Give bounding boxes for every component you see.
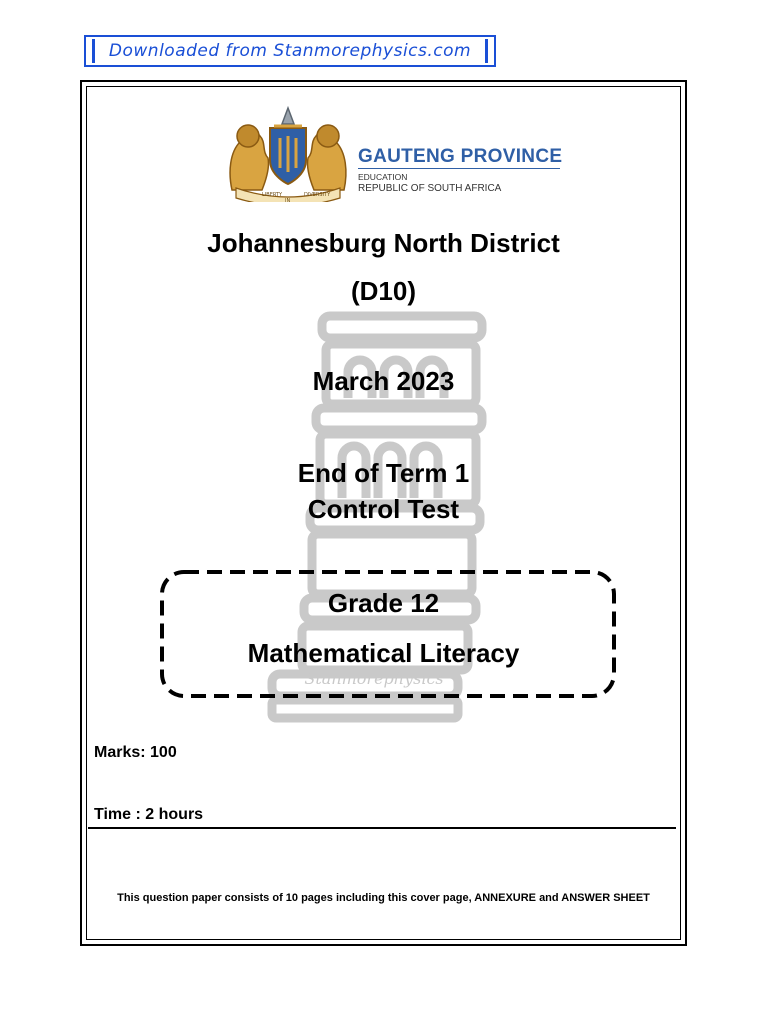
district-code: (D10): [350, 276, 416, 306]
download-banner-text[interactable]: Downloaded from Stanmorephysics.com: [108, 41, 472, 61]
download-banner-inner: [92, 39, 488, 63]
paper-info-footer: This question paper consists of 10 pages including this cover page, ANNEXURE and ANSWER SHEET: [117, 892, 650, 904]
details-divider: [88, 827, 676, 829]
exam-date: March 2023: [312, 366, 455, 396]
motto-mid: IN: [285, 198, 291, 202]
grade-label: Grade 12: [327, 588, 440, 618]
logo-title: GAUTENG PROVINCE: [358, 146, 563, 167]
logo-subtitle-country: REPUBLIC OF SOUTH AFRICA: [358, 183, 502, 194]
test-title-line2: Control Test: [307, 494, 460, 524]
total-marks: Marks: 100: [94, 744, 177, 761]
download-banner[interactable]: [84, 35, 496, 67]
time-allowed: Time : 2 hours: [94, 806, 204, 823]
subject-title: Mathematical Literacy: [247, 638, 520, 668]
watermark-text: Stanmorephysics: [304, 669, 444, 688]
gauteng-logo: [222, 102, 562, 202]
motto-left: LIBERTY: [262, 192, 283, 198]
test-title-line1: End of Term 1: [297, 458, 470, 488]
logo-divider: [358, 168, 560, 169]
district-name: Johannesburg North District: [207, 228, 560, 258]
logo-subtitle-education: EDUCATION: [358, 172, 408, 182]
coat-of-arms-icon: [222, 102, 354, 202]
motto-right: DIVERSITY: [304, 192, 331, 198]
